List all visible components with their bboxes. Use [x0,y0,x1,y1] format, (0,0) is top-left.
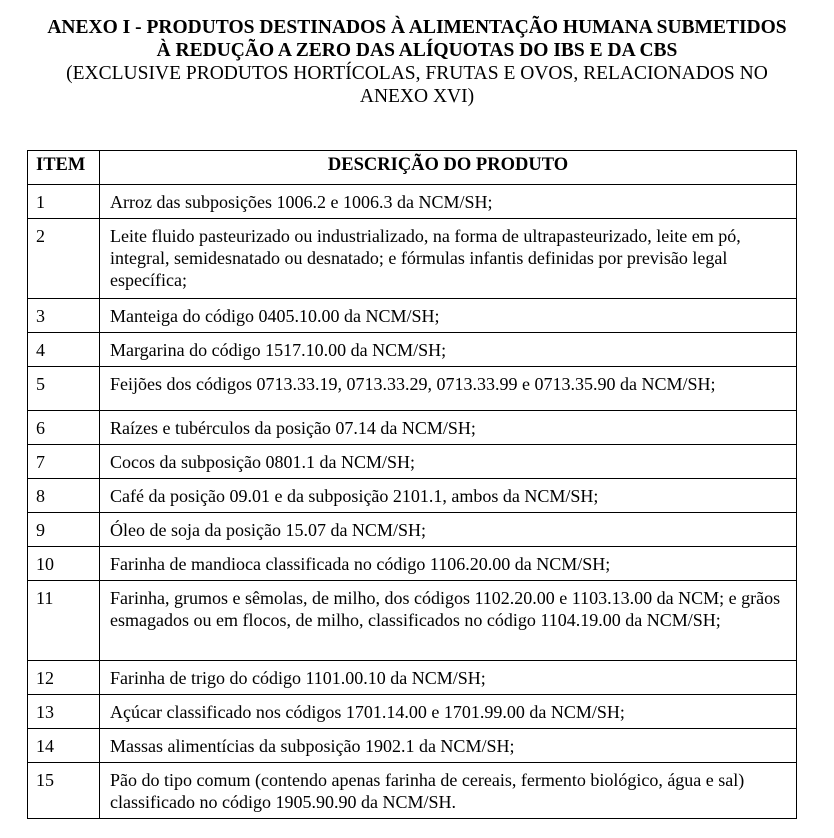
table-row [28,333,797,367]
product-description: Leite fluido pasteurizado ou industrializado, na forma de ultrapasteurizado, leite em pó, integral, semidesnatado ou desnatado; e fórmulas infantis definidas por previsão legal específica; [100,219,797,299]
table-row [28,185,797,219]
product-description: Farinha, grumos e sêmolas, de milho, dos códigos 1102.20.00 e 1103.13.00 da NCM; e grãos esmagados ou em flocos, de milho, classificados no código 1104.19.00 da NCM/SH; [100,581,797,661]
table-row [28,729,797,763]
item-column-header: ITEM [28,151,100,185]
item-number: 3 [28,299,100,333]
product-description: Café da posição 09.01 e da subposição 2101.1, ambos da NCM/SH; [100,479,797,513]
document-title-line-1: ANEXO I - PRODUTOS DESTINADOS À ALIMENTAÇÃO HUMANA SUBMETIDOS [47,17,787,38]
product-description: Manteiga do código 0405.10.00 da NCM/SH; [100,299,797,333]
item-number: 5 [28,367,100,411]
document-header [0,16,834,108]
product-description: Raízes e tubérculos da posição 07.14 da NCM/SH; [100,411,797,445]
product-description: Farinha de mandioca classificada no código 1106.20.00 da NCM/SH; [100,547,797,581]
document-title-line-2: À REDUÇÃO A ZERO DAS ALÍQUOTAS DO IBS E DA CBS [156,40,678,61]
product-description: Óleo de soja da posição 15.07 da NCM/SH; [100,513,797,547]
item-number: 2 [28,219,100,299]
table-row [28,661,797,695]
item-number: 11 [28,581,100,661]
product-description: Massas alimentícias da subposição 1902.1 da NCM/SH; [100,729,797,763]
table-row [28,367,797,411]
item-number: 8 [28,479,100,513]
table-row [28,445,797,479]
table-row [28,411,797,445]
product-description: Açúcar classificado nos códigos 1701.14.00 e 1701.99.00 da NCM/SH; [100,695,797,729]
table-header-row [28,151,797,185]
table-row [28,547,797,581]
item-number: 12 [28,661,100,695]
table-row [28,695,797,729]
product-description: Pão do tipo comum (contendo apenas farinha de cereais, fermento biológico, água e sal) classificado no código 1905.90.90 da NCM/SH. [100,763,797,819]
product-description: Margarina do código 1517.10.00 da NCM/SH; [100,333,797,367]
item-number: 14 [28,729,100,763]
product-description: Feijões dos códigos 0713.33.19, 0713.33.29, 0713.33.99 e 0713.35.90 da NCM/SH; [100,367,797,411]
item-number: 10 [28,547,100,581]
document-subtitle-line-1: (EXCLUSIVE PRODUTOS HORTÍCOLAS, FRUTAS E OVOS, RELACIONADOS NO [66,63,768,84]
table-row [28,581,797,661]
document-subtitle-line-2: ANEXO XVI) [359,86,475,107]
item-number: 9 [28,513,100,547]
item-number: 4 [28,333,100,367]
item-number: 6 [28,411,100,445]
table-row [28,299,797,333]
item-number: 13 [28,695,100,729]
product-description: Arroz das subposições 1006.2 e 1006.3 da NCM/SH; [100,185,797,219]
table-row [28,513,797,547]
item-number: 7 [28,445,100,479]
item-number: 15 [28,763,100,819]
description-column-header: DESCRIÇÃO DO PRODUTO [100,151,797,185]
products-table [27,150,797,819]
table-row [28,763,797,819]
item-number: 1 [28,185,100,219]
table-row [28,479,797,513]
product-description: Cocos da subposição 0801.1 da NCM/SH; [100,445,797,479]
product-description: Farinha de trigo do código 1101.00.10 da NCM/SH; [100,661,797,695]
table-row [28,219,797,299]
